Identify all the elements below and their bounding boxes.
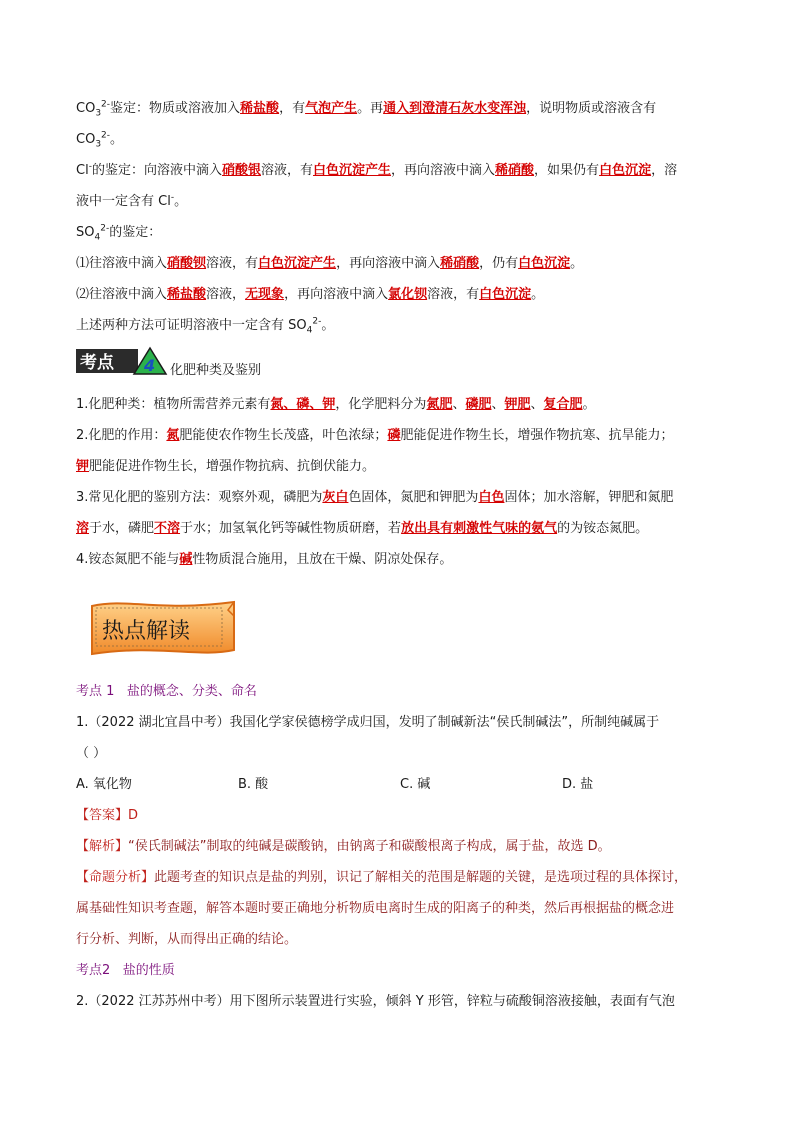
so4-heading: $SO_4^{2-}$的鉴定： — [76, 223, 162, 243]
comment-line-2: 属基础性知识考查题，解答本题时要正确地分析物质电离时生成的阳离子的种类，然后再根据盐的概念进 — [76, 901, 675, 916]
fert-para-2a: 2.化肥的作用：氮肥能使农作物生长茂盛，叶色浓绿；磷肥能促进作物生长，增强作物抗寒、抗旱能力； — [76, 428, 674, 443]
option-a: A. 氧化物 — [76, 777, 132, 792]
fert-para-4: 4.铵态氮肥不能与碱性物质混合施用，且放在干燥、阴凉处保存。 — [76, 552, 453, 567]
fert-para-2b: 钾肥能促进作物生长，增强作物抗病、抗倒伏能力。 — [76, 459, 376, 474]
kaodian-1-heading: 考点 1 盐的概念、分类、命名 — [76, 684, 257, 699]
comment-line-1: 【命题分析】此题考查的知识点是盐的判别，识记了解相关的范围是解题的关键，是选项过程的具体探讨， — [76, 870, 688, 885]
kaodian-4-badge — [76, 346, 168, 376]
hotspot-banner — [88, 596, 238, 660]
so4-method-2: ⑵往溶液中滴入稀盐酸溶液，无现象，再向溶液中滴入氯化钡溶液，有白色沉淀。 — [76, 287, 545, 302]
kaodian-2-heading: 考点2 盐的性质 — [76, 963, 175, 978]
badge-text: 考点 — [80, 353, 114, 373]
analysis-line: 【解析】“侯氏制碱法”制取的纯碱是碳酸钠，由钠离子和碳酸根离子构成，属于盐，故选 D。 — [76, 839, 611, 854]
so4-conclusion: 上述两种方法可证明溶液中一定含有 $SO_4^{2-}$。 — [76, 316, 335, 336]
question-1-stem: 1.（2022 湖北宜昌中考）我国化学家侯德榜学成归国，发明了制碱新法“侯氏制碱法”，所制纯碱属于 — [76, 715, 660, 730]
fert-para-3b: 溶于水，磷肥不溶于水；加氢氧化钙等碱性物质研磨，若放出具有刺激性气味的氨气的为铵态氮肥。 — [76, 521, 649, 536]
answer-line: 【答案】D — [76, 808, 139, 823]
cl-line-2: 液中一定含有 Cl-。 — [76, 192, 188, 209]
option-c: C. 碱 — [400, 777, 431, 792]
co3-line-1: $CO_3^{2-}$鉴定：物质或溶液加入稀盐酸，有气泡产生。再通入到澄清石灰水变浑浊，说明物质或溶液含有 — [76, 99, 657, 119]
question-2-stem: 2.（2022 江苏苏州中考）用下图所示装置进行实验，倾斜 Y 形管，锌粒与硫酸铜溶液接触，表面有气泡 — [76, 994, 675, 1009]
so4-method-1: ⑴往溶液中滴入硝酸钡溶液，有白色沉淀产生，再向溶液中滴入稀硝酸，仍有白色沉淀。 — [76, 256, 584, 271]
banner-text: 热点解读 — [102, 619, 191, 644]
section-4-title: 化肥种类及鉴别 — [170, 363, 262, 378]
co3-line-2: $CO_3^{2-}$。 — [76, 130, 124, 150]
fert-para-1: 1.化肥种类：植物所需营养元素有氮、磷、钾，化学肥料分为氮肥、磷肥、钾肥、复合肥。 — [76, 397, 596, 412]
badge-number: 4 — [144, 356, 156, 375]
option-d: D. 盐 — [562, 777, 594, 792]
fert-para-3a: 3.常见化肥的鉴别方法：观察外观，磷肥为灰白色固体，氮肥和钾肥为白色固体；加水溶解，钾肥和氮肥 — [76, 490, 674, 505]
option-b: B. 酸 — [238, 777, 269, 792]
cl-line-1: Cl-的鉴定：向溶液中滴入硝酸银溶液，有白色沉淀产生，再向溶液中滴入稀硝酸，如果仍有白色沉淀，溶 — [76, 161, 678, 178]
question-1-paren: （ ） — [76, 746, 107, 761]
comment-line-3: 行分析、判断，从而得出正确的结论。 — [76, 932, 298, 947]
